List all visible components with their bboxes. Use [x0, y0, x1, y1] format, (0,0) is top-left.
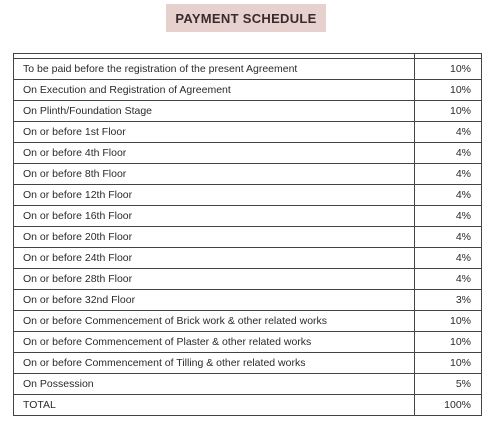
- table-row: [14, 185, 482, 206]
- stage-cell: To be paid before the registration of the present Agreement: [14, 59, 415, 80]
- table-row: [14, 122, 482, 143]
- payment-schedule-table: [13, 53, 482, 416]
- percent-cell: 4%: [415, 248, 482, 269]
- percent-cell: 10%: [415, 353, 482, 374]
- percent-cell: 4%: [415, 269, 482, 290]
- table-row: [14, 269, 482, 290]
- percent-cell: 4%: [415, 206, 482, 227]
- stage-cell: On or before 28th Floor: [14, 269, 415, 290]
- table-row: [14, 248, 482, 269]
- stage-cell: On or before 8th Floor: [14, 164, 415, 185]
- percent-cell: 10%: [415, 332, 482, 353]
- table-row: [14, 80, 482, 101]
- percent-cell: 3%: [415, 290, 482, 311]
- percent-cell: 4%: [415, 185, 482, 206]
- percent-cell: 10%: [415, 311, 482, 332]
- percent-cell: 4%: [415, 164, 482, 185]
- table-row: [14, 374, 482, 395]
- stage-cell: On Execution and Registration of Agreement: [14, 80, 415, 101]
- table-row: [14, 143, 482, 164]
- percent-cell: 4%: [415, 122, 482, 143]
- page-title: PAYMENT SCHEDULE: [175, 10, 317, 26]
- percent-cell: 10%: [415, 101, 482, 122]
- stage-cell: On or before 4th Floor: [14, 143, 415, 164]
- table-row: [14, 101, 482, 122]
- stage-cell: On or before 24th Floor: [14, 248, 415, 269]
- percent-cell: 5%: [415, 374, 482, 395]
- total-percent: 100%: [415, 395, 482, 416]
- stage-cell: On or before 12th Floor: [14, 185, 415, 206]
- table-row: [14, 311, 482, 332]
- table-row: [14, 164, 482, 185]
- percent-cell: 4%: [415, 227, 482, 248]
- stage-cell: On Possession: [14, 374, 415, 395]
- stage-cell: On or before 32nd Floor: [14, 290, 415, 311]
- stage-cell: On or before 16th Floor: [14, 206, 415, 227]
- percent-cell: 4%: [415, 143, 482, 164]
- total-label: TOTAL: [14, 395, 415, 416]
- percent-cell: 10%: [415, 59, 482, 80]
- table-row: [14, 290, 482, 311]
- table-row: [14, 227, 482, 248]
- table-row: [14, 206, 482, 227]
- title-banner: [166, 4, 326, 32]
- stage-cell: On or before 20th Floor: [14, 227, 415, 248]
- table-row: [14, 353, 482, 374]
- stage-cell: On or before Commencement of Plaster & other related works: [14, 332, 415, 353]
- stage-cell: On or before Commencement of Brick work & other related works: [14, 311, 415, 332]
- table-row: [14, 59, 482, 80]
- stage-cell: On or before 1st Floor: [14, 122, 415, 143]
- stage-cell: On or before Commencement of Tilling & other related works: [14, 353, 415, 374]
- stage-cell: On Plinth/Foundation Stage: [14, 101, 415, 122]
- percent-cell: 10%: [415, 80, 482, 101]
- table-row: [14, 332, 482, 353]
- table-row-total: [14, 395, 482, 416]
- payment-schedule-body: [14, 54, 482, 416]
